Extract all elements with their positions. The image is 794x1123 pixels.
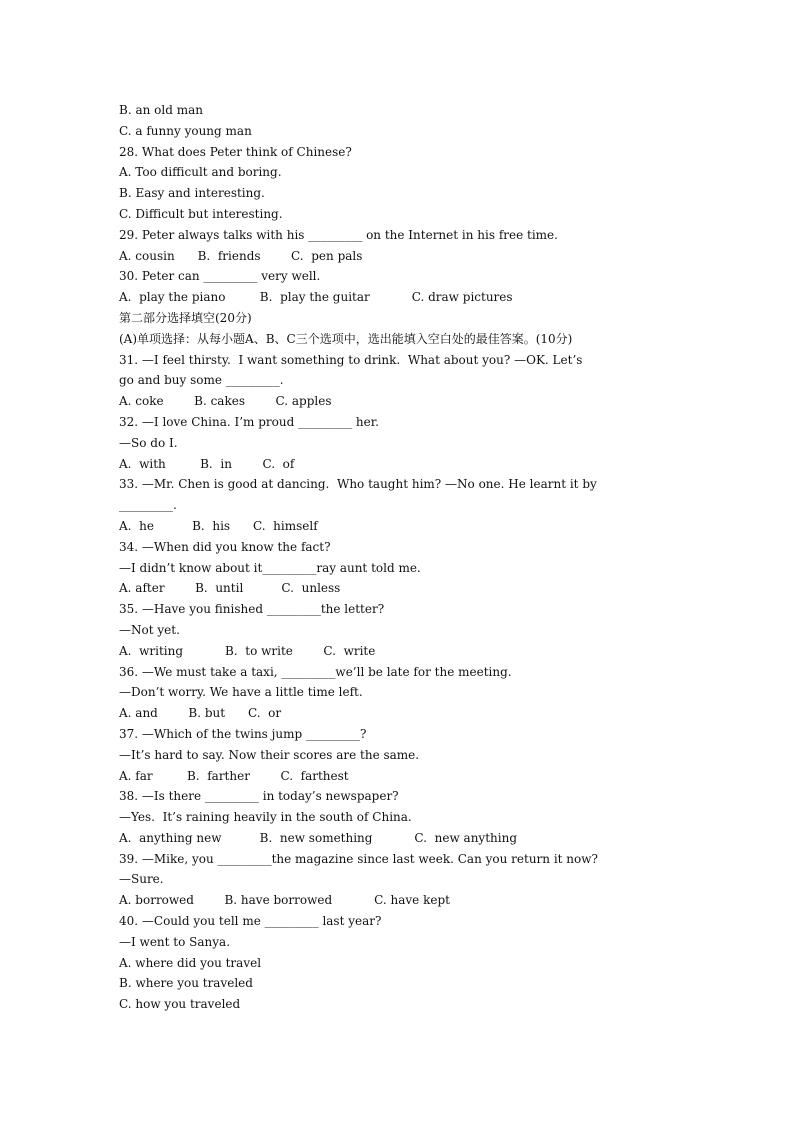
text-line: —I went to Sanya. xyxy=(119,934,231,949)
text-line: 36. —We must take a taxi, _________we’ll be late for the meeting. xyxy=(119,664,512,679)
text-line: —It’s hard to say. Now their scores are the same. xyxy=(119,747,420,762)
text-line: C. Difficult but interesting. xyxy=(119,206,283,221)
document-body xyxy=(119,100,689,1015)
text-line: 38. —Is there _________ in today’s newspaper? xyxy=(119,789,399,804)
text-line: —So do I. xyxy=(119,435,178,450)
text-line: 30. Peter can _________ very well. xyxy=(119,269,321,284)
text-line: B. Easy and interesting. xyxy=(119,186,265,201)
text-line: —Sure. xyxy=(119,872,164,887)
text-line: A. coke B. cakes C. apples xyxy=(119,394,332,409)
text-line: 37. —Which of the twins jump _________? xyxy=(119,726,367,741)
text-line: —Not yet. xyxy=(119,622,180,637)
text-line: 第二部分选择填空(20分) xyxy=(119,310,252,325)
text-line: 34. —When did you know the fact? xyxy=(119,539,331,554)
text-line: —Don’t worry. We have a little time left. xyxy=(119,685,363,700)
text-line: A. far B. farther C. farthest xyxy=(119,768,349,783)
text-line: —I didn’t know about it_________ray aunt told me. xyxy=(119,560,421,575)
text-line: —Yes. It’s raining heavily in the south of China. xyxy=(119,810,412,825)
text-line: A. where did you travel xyxy=(119,955,262,970)
text-line: (A)单项选择：从每小题A、B、C三个选项中，选出能填入空白处的最佳答案。(10分) xyxy=(119,331,573,346)
text-line: A. anything new B. new something C. new anything xyxy=(119,830,518,845)
text-line: A. writing B. to write C. write xyxy=(119,643,376,658)
text-line: _________. xyxy=(119,498,177,513)
text-line: A. with B. in C. of xyxy=(119,456,295,471)
text-line: B. an old man xyxy=(119,103,203,117)
text-line: C. how you traveled xyxy=(119,997,241,1012)
text-line: 32. —I love China. I’m proud _________ her. xyxy=(119,414,379,429)
text-line: A. borrowed B. have borrowed C. have kept xyxy=(119,893,450,908)
text-line: C. a funny young man xyxy=(119,123,252,138)
text-line: 31. —I feel thirsty. I want something to drink. What about you? —OK. Let’s xyxy=(119,352,583,367)
text-line: go and buy some _________. xyxy=(119,373,284,388)
text-line: A. cousin B. friends C. pen pals xyxy=(119,248,363,263)
text-line: 29. Peter always talks with his _________ on the Internet in his free time. xyxy=(119,227,558,242)
text-line: B. where you traveled xyxy=(119,976,253,991)
text-line: 40. —Could you tell me _________ last year? xyxy=(119,914,382,929)
text-line: A. play the piano B. play the guitar C. draw pictures xyxy=(119,290,513,305)
text-line: A. Too difficult and boring. xyxy=(119,165,282,180)
text-line: 28. What does Peter think of Chinese? xyxy=(119,144,352,159)
text-line: A. after B. until C. unless xyxy=(119,581,341,596)
text-line: 33. —Mr. Chen is good at dancing. Who taught him? —No one. He learnt it by xyxy=(119,477,597,492)
text-line: A. and B. but C. or xyxy=(119,706,282,721)
text-line: 35. —Have you finished _________the letter? xyxy=(119,602,385,617)
text-line: A. he B. his C. himself xyxy=(119,518,318,533)
text-line: 39. —Mike, you _________the magazine since last week. Can you return it now? xyxy=(119,851,598,866)
